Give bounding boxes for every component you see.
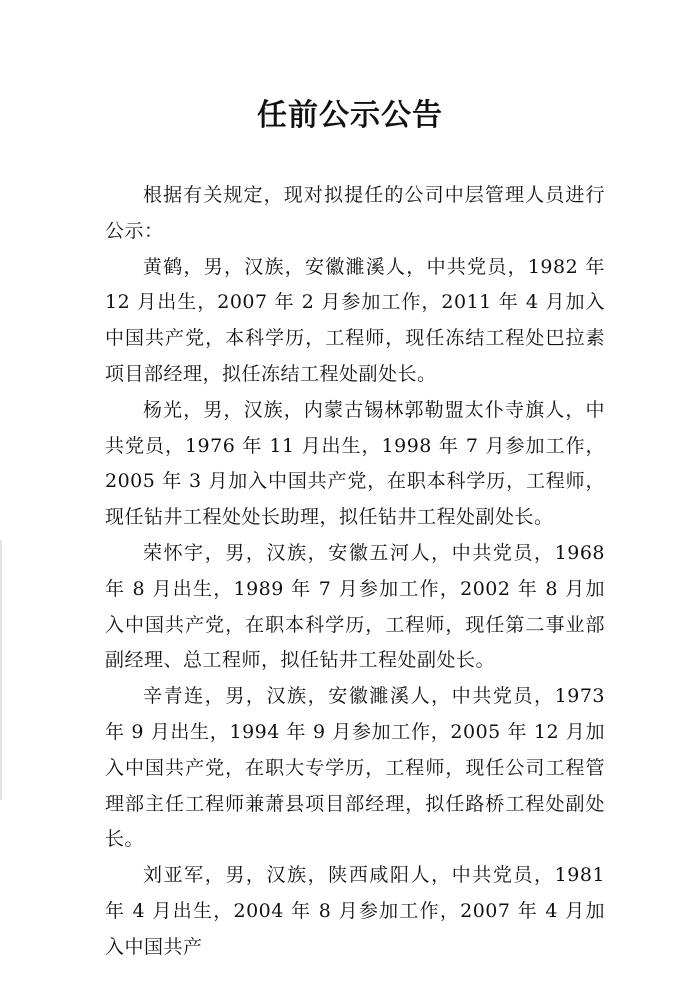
candidate-paragraph: 刘亚军，男，汉族，陕西咸阳人，中共党员，1981 年 4 月出生，2004 年 8 月参加工作，2007 年 4 月加入中国共产 [105,864,605,958]
notice-body [105,178,605,966]
page-title: 任前公示公告 [257,98,443,133]
candidate-paragraph: 杨光，男，汉族，内蒙古锡林郭勒盟太仆寺旗人，中共党员，1976 年 11 月出生，1998 年 7 月参加工作，2005 年 3 月加入中国共产党，在职本科学历，工程师，现任钻井工程处处长助理，拟任钻井工程处副处长。 [105,398,605,529]
intro-paragraph: 根据有关规定，现对拟提任的公司中层管理人员进行公示： [105,184,605,242]
candidate-paragraph: 辛青连，男，汉族，安徽濉溪人，中共党员，1973 年 9 月出生，1994 年 9 月参加工作，2005 年 12 月加入中国共产党，在职大专学历，工程师，现任公司工程管理部主任工程师兼萧县项目部经理，拟任路桥工程处副处长。 [105,685,605,851]
candidate-paragraph: 荣怀宇，男，汉族，安徽五河人，中共党员，1968 年 8 月出生，1989 年 7 月参加工作，2002 年 8 月加入中国共产党，在职本科学历，工程师，现任第二事业部副经理、总工程师，拟任钻井工程处副处长。 [105,541,605,672]
candidate-paragraph: 黄鹤，男，汉族，安徽濉溪人，中共党员，1982 年 12 月出生，2007 年 2 月参加工作，2011 年 4 月加入中国共产党，本科学历，工程师，现任冻结工程处巴拉素项目部经理，拟任冻结工程处副处长。 [105,255,605,385]
scan-edge-mark [0,540,2,800]
